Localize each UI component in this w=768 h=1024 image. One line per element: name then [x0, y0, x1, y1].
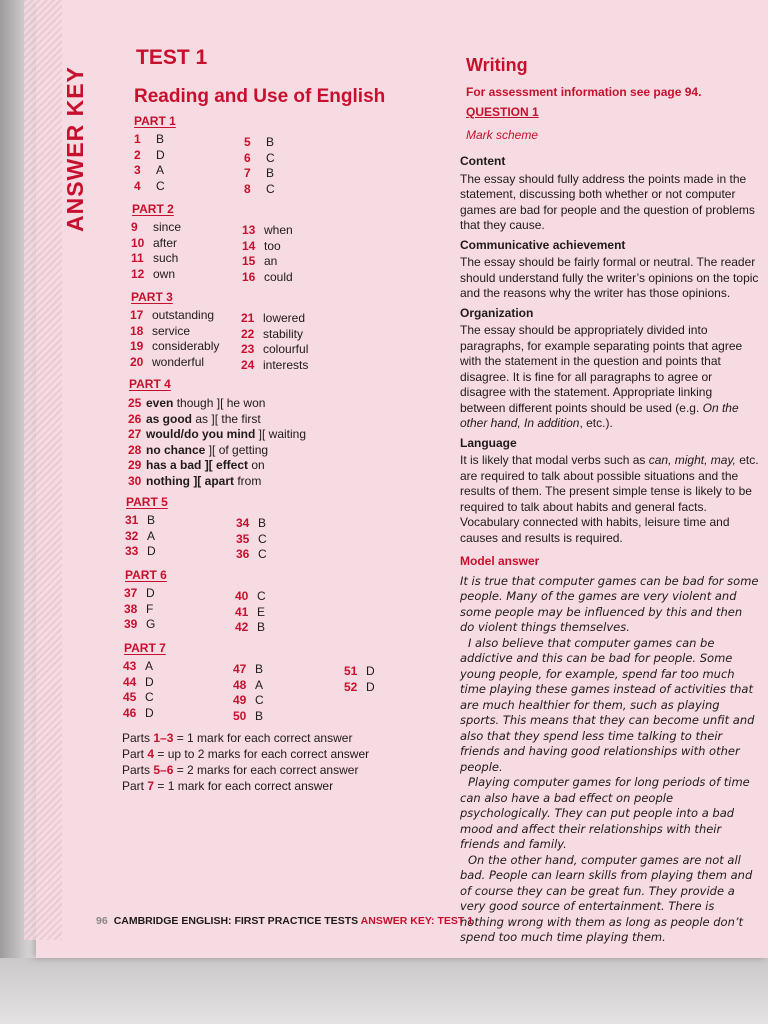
- answer-value: D: [147, 544, 156, 558]
- answer-value: B: [255, 708, 264, 723]
- answer-value: F: [146, 601, 154, 616]
- book-title: CAMBRIDGE ENGLISH: FIRST PRACTICE TESTS: [113, 915, 359, 927]
- part-1-col2: [244, 135, 275, 197]
- question-number: 2: [134, 147, 141, 162]
- part-7-col1: [123, 659, 154, 721]
- answer-value: A: [156, 163, 165, 177]
- answer-value: A: [147, 528, 156, 543]
- part-3-col1: [130, 308, 219, 370]
- marks-row-1: Parts 1–3 = 1 mark for each correct answer: [122, 731, 353, 745]
- answer-row: [134, 179, 165, 195]
- answer-value: too: [264, 238, 281, 253]
- answer-value: B: [257, 620, 266, 634]
- answer-row: [134, 148, 165, 164]
- marks-row-2: Part 4 = up to 2 marks for each correct answer: [122, 747, 370, 761]
- answer-value: since: [153, 220, 182, 234]
- answer-value: B: [266, 166, 275, 180]
- answer-row: [130, 308, 219, 324]
- language-text: It is likely that modal verbs such as can, might, may, etc. are required to talk about possible situations and the results of them. The present simple tense is likely to be required to talk about habits and general facts. Vocabulary connected with habits, leisure time and causes and results is required.: [460, 453, 759, 545]
- answer-row: [244, 182, 275, 198]
- essay-paragraph: Playing computer games for long periods of time can also have a bad effect on people psychologically. They can put people into a bad mood and affect their relationships with their friends and family.: [460, 775, 750, 851]
- answer-row: [128, 427, 306, 443]
- answer-value: B: [156, 132, 165, 146]
- question-number: 49: [233, 693, 247, 707]
- question-number: 18: [130, 323, 144, 338]
- question-number: 35: [236, 531, 250, 546]
- answer-value: no chance ][ of getting: [146, 442, 269, 457]
- question-number: 47: [233, 662, 247, 676]
- question-number: 1: [134, 132, 141, 146]
- answer-row: [128, 412, 306, 428]
- part-1-col1: [134, 132, 165, 194]
- answer-row: [125, 529, 156, 545]
- answer-value: could: [264, 269, 293, 284]
- answer-value: lowered: [263, 311, 306, 325]
- answer-row: [124, 586, 155, 602]
- answer-value: as good as ][ the first: [146, 411, 261, 426]
- answer-value: C: [145, 690, 154, 704]
- answer-value: C: [257, 589, 266, 603]
- answer-row: [123, 706, 154, 722]
- answer-row: [124, 617, 155, 633]
- answer-value: stability: [263, 326, 304, 341]
- answer-value: B: [255, 662, 264, 676]
- answer-value: B: [147, 513, 156, 527]
- answer-value: D: [156, 147, 165, 162]
- answer-row: [236, 547, 267, 563]
- part-3-col2: [241, 311, 308, 373]
- question-number: 3: [134, 163, 141, 177]
- answer-value: A: [255, 677, 264, 692]
- question-number: 19: [130, 339, 144, 353]
- question-number: 23: [241, 342, 255, 356]
- answer-row: [236, 532, 267, 548]
- answer-row: [236, 516, 267, 532]
- answer-row: [128, 443, 306, 459]
- hatched-margin: [24, 0, 62, 940]
- footer-section: ANSWER KEY: TEST 1: [360, 915, 474, 927]
- question-number: 36: [236, 547, 250, 561]
- answer-row: [235, 620, 266, 636]
- answer-row: [241, 358, 308, 374]
- answer-row: [233, 709, 264, 725]
- mark-scheme-label: Mark scheme: [466, 128, 539, 142]
- question-number: 38: [124, 601, 138, 616]
- question-number: 43: [123, 659, 137, 673]
- answer-row: [241, 311, 308, 327]
- writing-title: Writing: [466, 55, 528, 75]
- model-answer-heading: Model answer: [460, 554, 540, 568]
- answer-value: B: [258, 516, 267, 530]
- answer-value: C: [266, 150, 275, 165]
- language-heading: Language: [460, 435, 517, 450]
- question-number: 20: [130, 354, 144, 369]
- answer-value: C: [258, 531, 267, 546]
- answer-value: service: [152, 323, 191, 338]
- part-5-col1: [125, 513, 156, 560]
- essay-paragraph: On the other hand, computer games are not all bad. People can learn skills from playing them and of course they can be great fun. They provide a very good source of entertainment. There is nothing wrong with them as long as people don’t spend too much time playing them.: [460, 852, 753, 944]
- answer-key-side-label: ANSWER KEY: [62, 66, 88, 232]
- answer-value: C: [266, 181, 275, 196]
- assessment-info: For assessment information see page 94.: [466, 85, 702, 99]
- question-number: 46: [123, 705, 137, 720]
- answer-row: [235, 605, 266, 621]
- answer-row: [131, 251, 181, 267]
- answer-row: [241, 342, 308, 358]
- part-2-heading: PART 2: [132, 202, 174, 216]
- answer-row: [244, 135, 275, 151]
- answer-row: [344, 664, 375, 680]
- question-number: 29: [128, 458, 142, 472]
- part-5-heading: PART 5: [126, 495, 168, 509]
- mark-allocation: [122, 730, 369, 794]
- part-7-col3: [344, 664, 375, 695]
- answer-value: such: [153, 251, 179, 265]
- question-number: 10: [131, 235, 145, 250]
- content-text: The essay should fully address the points made in the statement, discussing both whether or not computer games are bad for people and the question of problems that they cause.: [460, 171, 755, 232]
- answer-row: [125, 513, 156, 529]
- question-number: 7: [244, 166, 251, 180]
- question-number: 25: [128, 396, 142, 410]
- answer-value: own: [153, 266, 176, 281]
- part-2-col2: [242, 223, 293, 285]
- question-number: 4: [134, 178, 141, 193]
- answer-value: D: [146, 586, 155, 600]
- answer-row: [242, 223, 293, 239]
- answer-row: [242, 270, 293, 286]
- answer-row: [244, 151, 275, 167]
- communicative-text: The essay should be fairly formal or neutral. The reader should understand fully the writer’s opinions on the topic and the reasons why the writer has those opinions.: [460, 255, 759, 300]
- answer-row: [123, 675, 154, 691]
- content-heading: Content: [460, 154, 506, 168]
- answer-row: [241, 327, 308, 343]
- answer-value: colourful: [263, 342, 309, 356]
- answer-row: [128, 396, 306, 412]
- question-number: 5: [244, 135, 251, 149]
- scan-background: [0, 958, 768, 1024]
- answer-row: [242, 239, 293, 255]
- question-number: 11: [131, 251, 144, 265]
- question-number: 16: [242, 269, 256, 284]
- question-number: 8: [244, 181, 251, 196]
- question-number: 28: [128, 442, 142, 457]
- question-number: 48: [233, 677, 247, 692]
- question-number: 33: [125, 544, 139, 558]
- question-number: 40: [235, 589, 249, 603]
- question-number: 26: [128, 411, 142, 426]
- question-number: 27: [128, 427, 142, 441]
- answer-row: [125, 544, 156, 560]
- marks-row-4: Part 7 = 1 mark for each correct answer: [122, 779, 334, 793]
- answer-row: [131, 236, 181, 252]
- model-answer-essay: [460, 574, 760, 946]
- question-number: 51: [344, 664, 358, 678]
- question-number: 12: [131, 266, 145, 281]
- question-number: 24: [241, 357, 255, 372]
- answer-value: C: [255, 693, 264, 707]
- part-1-heading: PART 1: [134, 114, 176, 128]
- page-number: 96: [96, 915, 108, 927]
- answer-value: an: [264, 254, 278, 268]
- answer-value: nothing ][ apart from: [146, 473, 262, 488]
- answer-row: [131, 267, 181, 283]
- question-number: 17: [130, 308, 144, 322]
- answer-row: [128, 474, 306, 490]
- question-number: 6: [244, 150, 251, 165]
- answer-row: [235, 589, 266, 605]
- answer-value: D: [145, 674, 154, 689]
- answer-value: outstanding: [152, 308, 215, 322]
- answer-row: [124, 602, 155, 618]
- answer-value: even though ][ he won: [146, 396, 266, 410]
- question-number: 13: [242, 223, 256, 237]
- question-number: 37: [124, 586, 138, 600]
- writing-body: [460, 150, 760, 946]
- answer-value: A: [145, 659, 154, 673]
- answer-value: G: [146, 617, 156, 631]
- answer-row: [134, 132, 165, 148]
- part-2-col1: [131, 220, 181, 282]
- answer-row: [128, 458, 306, 474]
- question-number: 50: [233, 708, 247, 723]
- answer-value: C: [156, 178, 165, 193]
- answer-row: [134, 163, 165, 179]
- answer-row: [130, 324, 219, 340]
- question-number: 31: [125, 513, 139, 527]
- essay-paragraph: I also believe that computer games can be addictive and this can be bad for people. Some young people, for example, spend far too much time playing these games instead of activities that are much healthier for them, such as playing sports. This means that they can become unfit and also that they spend less time talking to their friends and having good relationships with other people.: [460, 635, 755, 774]
- answer-value: D: [366, 679, 375, 694]
- answer-value: would/do you mind ][ waiting: [146, 427, 307, 441]
- question-number: 32: [125, 528, 139, 543]
- part-3-heading: PART 3: [131, 290, 173, 304]
- question-number: 52: [344, 679, 358, 694]
- answer-row: [344, 680, 375, 696]
- question-number: 21: [241, 311, 255, 325]
- question-number: 45: [123, 690, 137, 704]
- section-title: Reading and Use of English: [134, 86, 386, 107]
- question-number: 34: [236, 516, 250, 530]
- question-number: 22: [241, 326, 255, 341]
- question-number: 15: [242, 254, 256, 268]
- question-heading: QUESTION 1: [466, 105, 539, 119]
- part-5-col2: [236, 516, 267, 563]
- part-7-col2: [233, 662, 264, 724]
- answer-value: D: [366, 664, 375, 678]
- answer-row: [233, 693, 264, 709]
- answer-value: interests: [263, 357, 309, 372]
- answer-row: [123, 690, 154, 706]
- part-4-heading: PART 4: [129, 377, 171, 391]
- part-6-col1: [124, 586, 155, 633]
- question-number: 9: [131, 220, 138, 234]
- question-number: 42: [235, 620, 249, 634]
- question-number: 44: [123, 674, 137, 689]
- answer-row: [130, 339, 219, 355]
- answer-row: [123, 659, 154, 675]
- answer-value: when: [264, 223, 293, 237]
- answer-value: C: [258, 547, 267, 561]
- question-number: 30: [128, 473, 142, 488]
- part-4-list: [128, 396, 306, 489]
- answer-row: [131, 220, 181, 236]
- test-title: TEST 1: [136, 46, 208, 69]
- answer-value: has a bad ][ effect on: [146, 458, 265, 472]
- communicative-heading: Communicative achievement: [460, 237, 626, 252]
- question-number: 39: [124, 617, 138, 631]
- answer-value: considerably: [152, 339, 220, 353]
- part-7-heading: PART 7: [124, 641, 166, 655]
- answer-value: B: [266, 135, 275, 149]
- marks-row-3: Parts 5–6 = 2 marks for each correct answer: [122, 763, 359, 777]
- answer-value: E: [257, 604, 266, 619]
- answer-value: D: [145, 705, 154, 720]
- answer-row: [233, 662, 264, 678]
- page-footer: [96, 915, 473, 927]
- answer-row: [233, 678, 264, 694]
- answer-row: [244, 166, 275, 182]
- question-number: 41: [235, 604, 249, 619]
- answer-value: after: [153, 235, 178, 250]
- organization-text: The essay should be appropriately divided into paragraphs, for example separating points that agree with the statement in the question and points that disagree. It is fine for all paragraphs to agree or disagree with the statement. Appropriate linking between different points should be used (e.g. On the other hand, In addition, etc.).: [460, 323, 743, 430]
- answer-value: wonderful: [152, 354, 205, 369]
- organization-heading: Organization: [460, 305, 534, 320]
- answer-row: [242, 254, 293, 270]
- answer-row: [130, 355, 219, 371]
- question-number: 14: [242, 238, 256, 253]
- essay-paragraph: It is true that computer games can be bad for some people. Many of the games are very violent and some people may be influenced by this and then do violent things themselves.: [460, 573, 759, 634]
- part-6-col2: [235, 589, 266, 636]
- part-6-heading: PART 6: [125, 568, 167, 582]
